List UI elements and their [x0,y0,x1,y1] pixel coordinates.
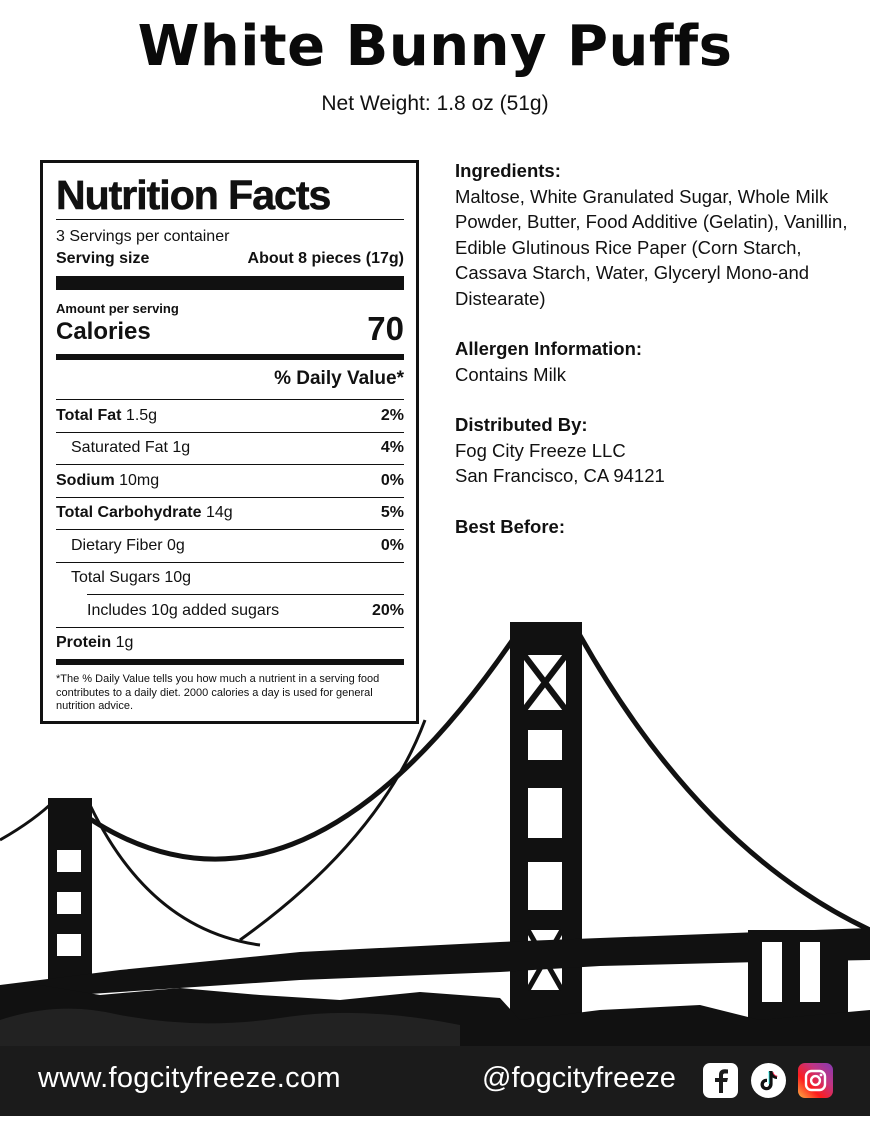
calories-row [56,312,404,346]
nutrient-row-total-carbohydrate [56,498,404,530]
nutrient-row-total-fat [56,400,404,432]
nutrient-percent: 2% [380,406,404,424]
product-title: White Bunny Puffs [137,14,733,79]
net-weight: Net Weight: 1.8 oz (51g) [321,92,549,115]
distributor-address: San Francisco, CA 94121 [455,465,665,486]
daily-value-header: % Daily Value* [274,368,404,389]
nutrient-name: Dietary Fiber 0g [71,536,185,554]
nutrient-row-total-sugars [56,563,404,595]
nutrient-row-protein [56,628,404,660]
distributor-heading: Distributed By: [455,414,588,435]
ingredients-text: Maltose, White Granulated Sugar, Whole Milk Powder, Butter, Food Additive (Gelatin), Vanillin, Edible Glutinous Rice Paper (Corn Starch, Cassava Starch, Water, Glyceryl Mono-and Distearate) [455,185,848,309]
medium-divider [56,659,404,665]
distributor-name: Fog City Freeze LLC [455,439,626,461]
nutrient-amount: 1.5g [121,406,158,424]
nutrient-name: Total Fat [56,406,122,424]
website-link[interactable]: www.fogcityfreeze.com [38,1062,341,1094]
nutrient-percent: 20% [371,601,404,619]
nutrient-amount: 14g [201,504,233,522]
nutrition-facts-panel [40,160,419,724]
nutrient-row-dietary-fiber [56,530,404,562]
nutrient-name: Protein [56,634,112,652]
amount-per-serving: Amount per serving [56,301,179,316]
instagram-icon[interactable] [798,1063,833,1098]
allergen-text: Contains Milk [455,363,567,385]
ingredients-heading: Ingredients: [455,160,561,181]
nutrient-percent: 4% [380,439,404,457]
nutrient-row-sodium [56,465,404,497]
facebook-icon[interactable] [703,1063,738,1098]
daily-value-footnote: *The % Daily Value tells you how much a nutrient in a serving food contributes to a daily diet. 2000 calories a day is used for general nutrition advice. [56,673,380,712]
nutrient-name: Sodium [56,471,115,489]
nutrient-row-saturated-fat [56,433,404,465]
footer-bar [0,1046,870,1116]
nutrient-name: Total Carbohydrate [56,504,202,522]
nutrient-amount: 1g [111,634,134,652]
best-before-heading: Best Before: [455,515,565,537]
nutrient-percent: 0% [380,471,404,489]
social-handle[interactable]: @fogcityfreeze [482,1062,676,1094]
allergen-heading: Allergen Information: [455,338,643,359]
bottom-margin [0,1116,870,1126]
nutrient-percent: 0% [380,536,404,554]
serving-size-value: About 8 pieces (17g) [247,250,404,267]
serving-size-label: Serving size [56,250,150,267]
nutrient-amount: 10mg [114,471,160,489]
serving-size-row [56,250,404,268]
divider [56,219,404,220]
nutrient-row-added-sugars [56,595,404,627]
servings-per-container: 3 Servings per container [56,228,230,245]
product-info-column [455,158,855,539]
nutrient-name: Total Sugars 10g [71,569,192,587]
calories-value: 70 [367,310,404,347]
calories-label: Calories [56,318,151,345]
thick-divider [56,276,404,290]
nutrient-percent: 5% [380,504,404,522]
tiktok-icon[interactable] [751,1063,786,1098]
nutrition-facts-title: Nutrition Facts [56,172,331,218]
nutrient-name: Saturated Fat 1g [71,439,191,457]
nutrient-name: Includes 10g added sugars [87,601,280,619]
